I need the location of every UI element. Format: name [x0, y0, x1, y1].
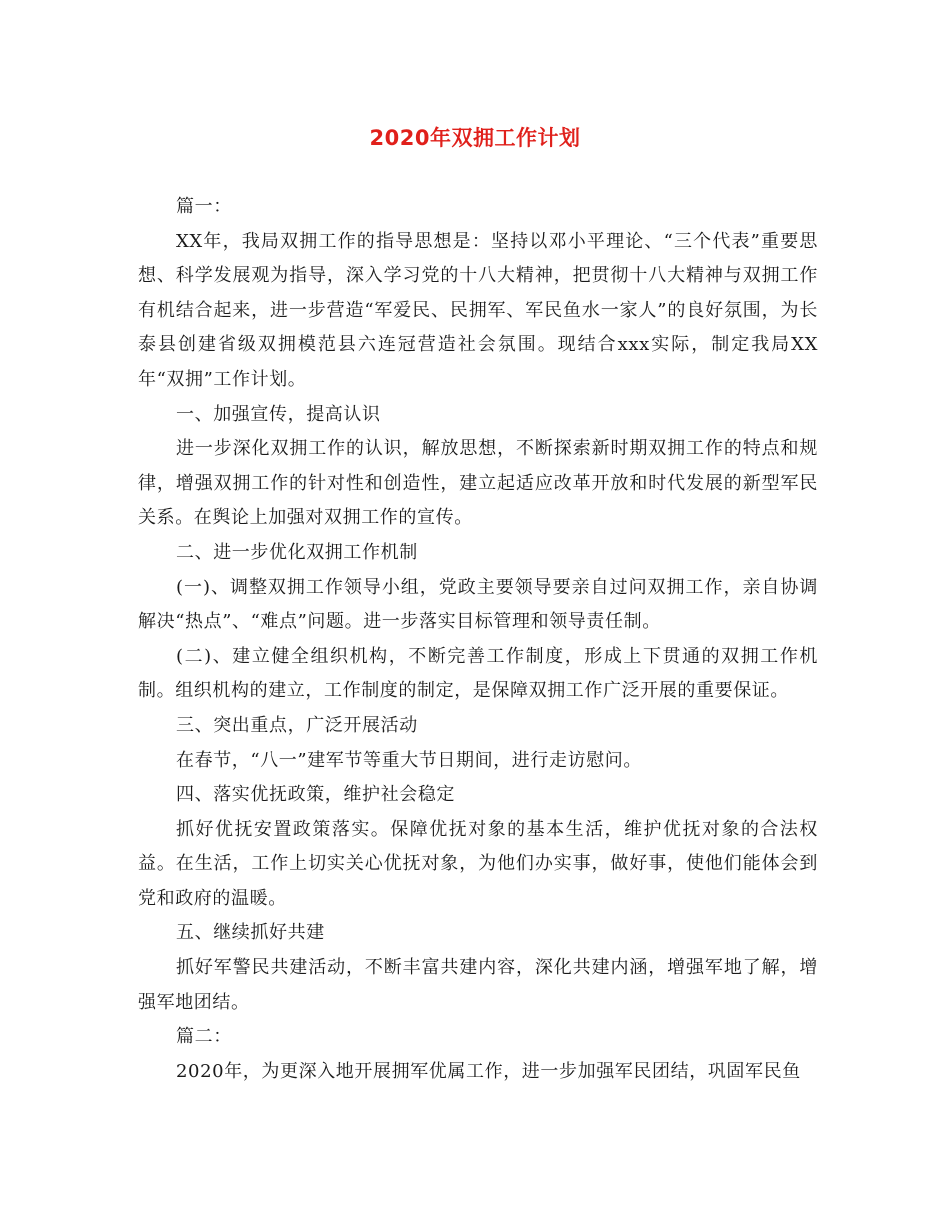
paragraph-2-2: (二)、建立健全组织机构，不断完善工作制度，形成上下贯通的双拥工作机制。组织机构的建立，工作制度的制定，是保障双拥工作广泛开展的重要保证。: [138, 645, 818, 702]
document-body: [138, 190, 818, 1089]
paragraph-guiding-thought: XX年，我局双拥工作的指导思想是：坚持以邓小平理论、“三个代表”重要思想、科学发展观为指导，深入学习党的十八大精神，把贯彻十八大精神与双拥工作有机结合起来，进一步营造“军爱民、民拥军、军民鱼水一家人”的良好氛围，为长泰县创建省级双拥模范县六连冠营造社会氛围。现结合xxx实际，制定我局XX年“双拥”工作计划。: [138, 230, 818, 390]
section-heading-part-two: 篇二：: [176, 1026, 232, 1048]
section-heading-part-one: 篇一：: [176, 196, 232, 217]
paragraph-3: 在春节，“八一”建军节等重大节日期间，进行走访慰问。: [176, 749, 643, 771]
section-heading-1: 一、加强宣传，提高认识: [176, 403, 381, 425]
paragraph-2-1: (一)、调整双拥工作领导小组，党政主要领导要亲自过问双拥工作，亲自协调解决“热点”、“难点”问题。进一步落实目标管理和领导责任制。: [138, 576, 818, 633]
paragraph-1: 进一步深化双拥工作的认识，解放思想，不断探索新时期双拥工作的特点和规律，增强双拥工作的针对性和创造性，建立起适应改革开放和时代发展的新型军民关系。在舆论上加强对双拥工作的宣传。: [138, 438, 818, 529]
paragraph-5: 抓好军警民共建活动，不断丰富共建内容，深化共建内涵，增强军地了解，增强军地团结。: [138, 957, 818, 1013]
paragraph-part-two-intro: 2020年，为更深入地开展拥军优属工作，进一步加强军民团结，巩固军民鱼: [176, 1060, 801, 1082]
section-heading-3: 三、突出重点，广泛开展活动: [176, 714, 418, 736]
section-heading-4: 四、落实优抚政策，维护社会稳定: [176, 784, 455, 806]
section-heading-5: 五、继续抓好共建: [176, 922, 325, 944]
section-heading-2: 二、进一步优化双拥工作机制: [176, 541, 418, 563]
paragraph-4: 抓好优抚安置政策落实。保障优抚对象的基本生活，维护优抚对象的合法权益。在生活，工作上切实关心优抚对象，为他们办实事，做好事，使他们能体会到党和政府的温暖。: [138, 818, 818, 909]
document-title: 2020年双拥工作计划: [369, 126, 581, 150]
